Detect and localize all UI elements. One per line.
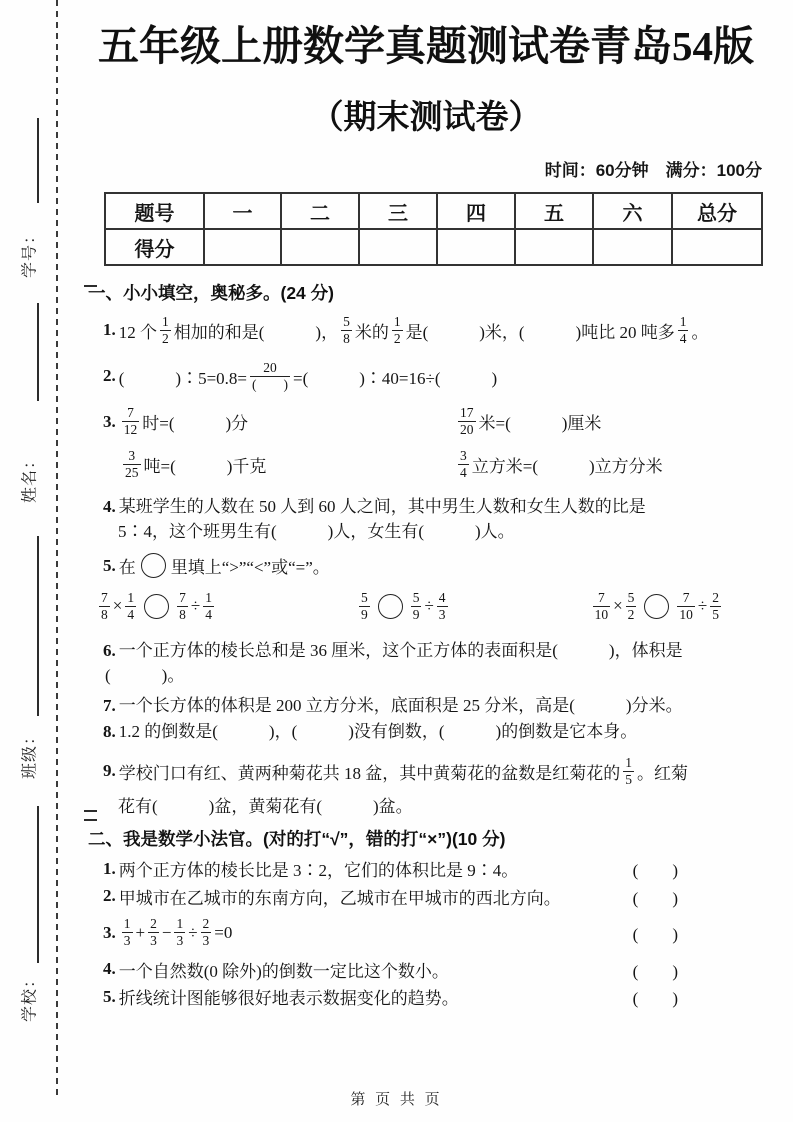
judge-text: 一个自然数(0 除外)的倒数一定比这个数小。 [118, 961, 449, 981]
conversion-b [455, 405, 601, 437]
fraction: $\frac{2}{3}$ [150, 916, 157, 948]
write-line [37, 806, 39, 963]
student-id-label: 学号： [21, 227, 39, 279]
score-cell [515, 229, 593, 265]
fraction: $\frac{2}{3}$ [202, 916, 210, 948]
score-col-1: 一 [204, 193, 281, 229]
fraction: $\frac{3}{25}$ [125, 448, 139, 480]
fraction: $\frac{5}{9}$ [360, 589, 368, 622]
compare-circle [644, 594, 669, 619]
question-8 [88, 719, 764, 745]
fraction: $\frac{7}{8}$ [101, 589, 108, 622]
score-cell [437, 229, 515, 265]
score-table-score-row [105, 229, 762, 265]
judge-text: $\frac{1}{3}$ + $\frac{2}{3}$ − $\frac{1}{3}$ ÷ $\frac{2}{3}$ =0 [123, 916, 233, 948]
fraction: $\frac{5}{9}$ [412, 589, 420, 622]
question-1 [88, 308, 764, 352]
compare-group-1: $\frac{7}{8}$ × $\frac{1}{4}$ $\frac{7}{8}$ ÷ $\frac{1}{4}$ [101, 589, 212, 622]
conversion-c [120, 448, 455, 480]
conversion-d [455, 448, 663, 480]
question-6 [88, 638, 764, 663]
fraction: $\frac{1}{3}$ [176, 916, 184, 948]
score-cell [593, 229, 672, 265]
score-cell [672, 229, 762, 265]
answer-bracket: ( ) [632, 861, 678, 880]
question-5 [88, 552, 764, 579]
student-name-label: 姓名： [21, 452, 39, 504]
section-2-heading: 二、我是数学小法官。(对的打“√”，错的打“×”)(10 分) [88, 829, 506, 849]
fraction: $\frac{5}{2}$ [627, 589, 635, 622]
question-number: 1. [103, 858, 116, 878]
score-col-5: 五 [515, 193, 593, 229]
compare-group-2: $\frac{5}{9}$ $\frac{5}{9}$ ÷ $\frac{4}{3}$ [360, 589, 446, 622]
question-9 [88, 748, 764, 794]
write-line [37, 536, 39, 716]
question-text: 学校门口有红、黄两种菊花共 18 盆，其中黄菊花的盆数是红菊花的 $\frac{1}{5}$ 。红菊 [118, 754, 688, 787]
answer-bracket: ( ) [632, 888, 678, 908]
score-row-label: 得分 [105, 229, 204, 265]
fraction: $\frac{1}{4}$ [679, 313, 687, 346]
exam-subtitle: （期末测试卷） [310, 100, 542, 136]
fraction: $\frac{1}{4}$ [127, 589, 135, 622]
score-table-title-cell: 题号 [105, 193, 204, 229]
question-number: 9. [103, 761, 116, 780]
judge-item-2 [88, 882, 678, 910]
question-text: 一个正方体的棱长总和是 36 厘米，这个正方体的表面积是( )，体积是 [118, 641, 683, 660]
question-number: 3. [103, 922, 116, 942]
judge-text: 折线统计图能够很好地表示数据变化的趋势。 [118, 989, 459, 1008]
question-text: 12 个 $\frac{1}{2}$ 相加的和是( )， $\frac{5}{8}$ 米的 $\frac{1}{2}$ 是( )米，( )吨比 20 吨多 $\frac{1}{4}$ 。 [118, 313, 709, 346]
fraction: $\frac{20}{( )}$ [252, 359, 288, 392]
question-text: $\frac{3}{4}$ 立方米=( )立方分米 [460, 448, 663, 480]
question-text: $\frac{7}{12}$ 时=( )分 [123, 405, 249, 437]
question-number: 3. [103, 411, 116, 431]
school-label: 学校： [21, 971, 39, 1023]
score-col-4: 四 [437, 193, 515, 229]
question-number: 8. [103, 722, 116, 741]
score-table [104, 192, 763, 266]
exam-meta: 时间：60分钟 满分：100分 [544, 161, 762, 180]
score-col-2: 二 [281, 193, 359, 229]
question-text: ( )∶5=0.8= $\frac{20}{( )}$ =( )∶40=16÷( ) [118, 359, 498, 392]
question-number: 1. [103, 320, 116, 339]
question-number: 5. [103, 986, 116, 1006]
binding-dashed-line [56, 0, 58, 1096]
score-col-total: 总分 [672, 193, 762, 229]
compare-circle [141, 553, 166, 578]
question-4-line-2: 5∶4，这个班男生有( )人，女生有( )人。 [118, 522, 515, 541]
fraction: $\frac{7}{10}$ [594, 589, 609, 622]
score-cell [204, 229, 281, 265]
question-text: 一个长方体的体积是 200 立方分米，底面积是 25 分米，高是( )分米。 [118, 696, 683, 715]
score-col-6: 六 [593, 193, 672, 229]
fraction: $\frac{7}{8}$ [179, 589, 186, 622]
page-footer: 第 页 共 页 [350, 1092, 443, 1108]
question-4 [88, 494, 764, 519]
fraction: $\frac{17}{20}$ [460, 405, 474, 437]
write-line [37, 303, 39, 401]
question-7 [88, 693, 764, 719]
answer-bracket: ( ) [632, 961, 678, 981]
question-3-row-2 [88, 443, 764, 486]
score-col-3: 三 [359, 193, 437, 229]
answer-bracket: ( ) [632, 925, 678, 944]
write-line [37, 118, 39, 203]
fraction: $\frac{4}{3}$ [438, 589, 446, 622]
section-1-heading: 一、小小填空，奥秘多。(24 分) [88, 283, 334, 303]
fraction: $\frac{7}{12}$ [123, 405, 138, 437]
question-text: 1.2 的倒数是( )，( )没有倒数，( )的倒数是它本身。 [118, 722, 638, 741]
question-9-line-2: 花有( )盆，黄菊花有( )盆。 [118, 797, 413, 816]
question-number: 4. [103, 959, 116, 978]
fraction: $\frac{1}{3}$ [123, 916, 131, 948]
question-3-row-1 [88, 400, 764, 443]
conversion-a [103, 405, 455, 437]
fraction: $\frac{7}{10}$ [679, 589, 693, 622]
class-label: 班级： [21, 728, 39, 780]
answer-bracket: ( ) [632, 989, 678, 1008]
question-text: 在 里填上“>”“<”或“=”。 [119, 553, 330, 578]
question-number: 6. [103, 641, 116, 660]
question-number: 4. [103, 497, 116, 516]
question-number: 2. [103, 886, 116, 905]
judge-item-5 [88, 983, 678, 1010]
question-5-comparisons [88, 583, 724, 629]
judge-item-3 [88, 910, 678, 955]
exam-title: 五年级上册数学真题测试卷青岛54版 [98, 23, 754, 69]
question-number: 7. [103, 696, 116, 715]
fraction: $\frac{1}{2}$ [393, 313, 401, 346]
question-text: $\frac{17}{20}$ 米=( )厘米 [460, 405, 602, 437]
fraction: $\frac{1}{4}$ [205, 589, 212, 622]
fraction: $\frac{3}{4}$ [460, 448, 467, 480]
question-6-line-2: ( )。 [105, 666, 185, 685]
fraction: $\frac{5}{8}$ [343, 313, 350, 346]
fraction: $\frac{1}{2}$ [162, 313, 169, 346]
question-text: $\frac{3}{25}$ 吨=( )千克 [125, 448, 267, 480]
score-cell [359, 229, 437, 265]
compare-circle [144, 594, 169, 619]
fraction: $\frac{2}{5}$ [712, 589, 719, 622]
question-2 [88, 354, 764, 398]
exam-content [88, 0, 764, 1010]
compare-group-3: $\frac{7}{10}$ × $\frac{5}{2}$ $\frac{7}{10}$ ÷ $\frac{2}{5}$ [594, 589, 719, 622]
fraction: $\frac{1}{5}$ [625, 754, 632, 787]
compare-circle [378, 594, 403, 619]
question-number: 2. [103, 366, 116, 385]
question-number: 5. [103, 555, 116, 575]
judge-item-1 [88, 855, 678, 882]
score-table-header-row [105, 193, 762, 229]
question-text: 某班学生的人数在 50 人到 60 人之间，其中男生人数和女生人数的比是 [118, 497, 646, 516]
judge-text: 两个正方体的棱长比是 3∶2，它们的体积比是 9∶4。 [118, 861, 519, 880]
judge-item-4 [88, 955, 678, 983]
judge-text: 甲城市在乙城市的东南方向，乙城市在甲城市的西北方向。 [118, 888, 561, 908]
score-cell [281, 229, 359, 265]
